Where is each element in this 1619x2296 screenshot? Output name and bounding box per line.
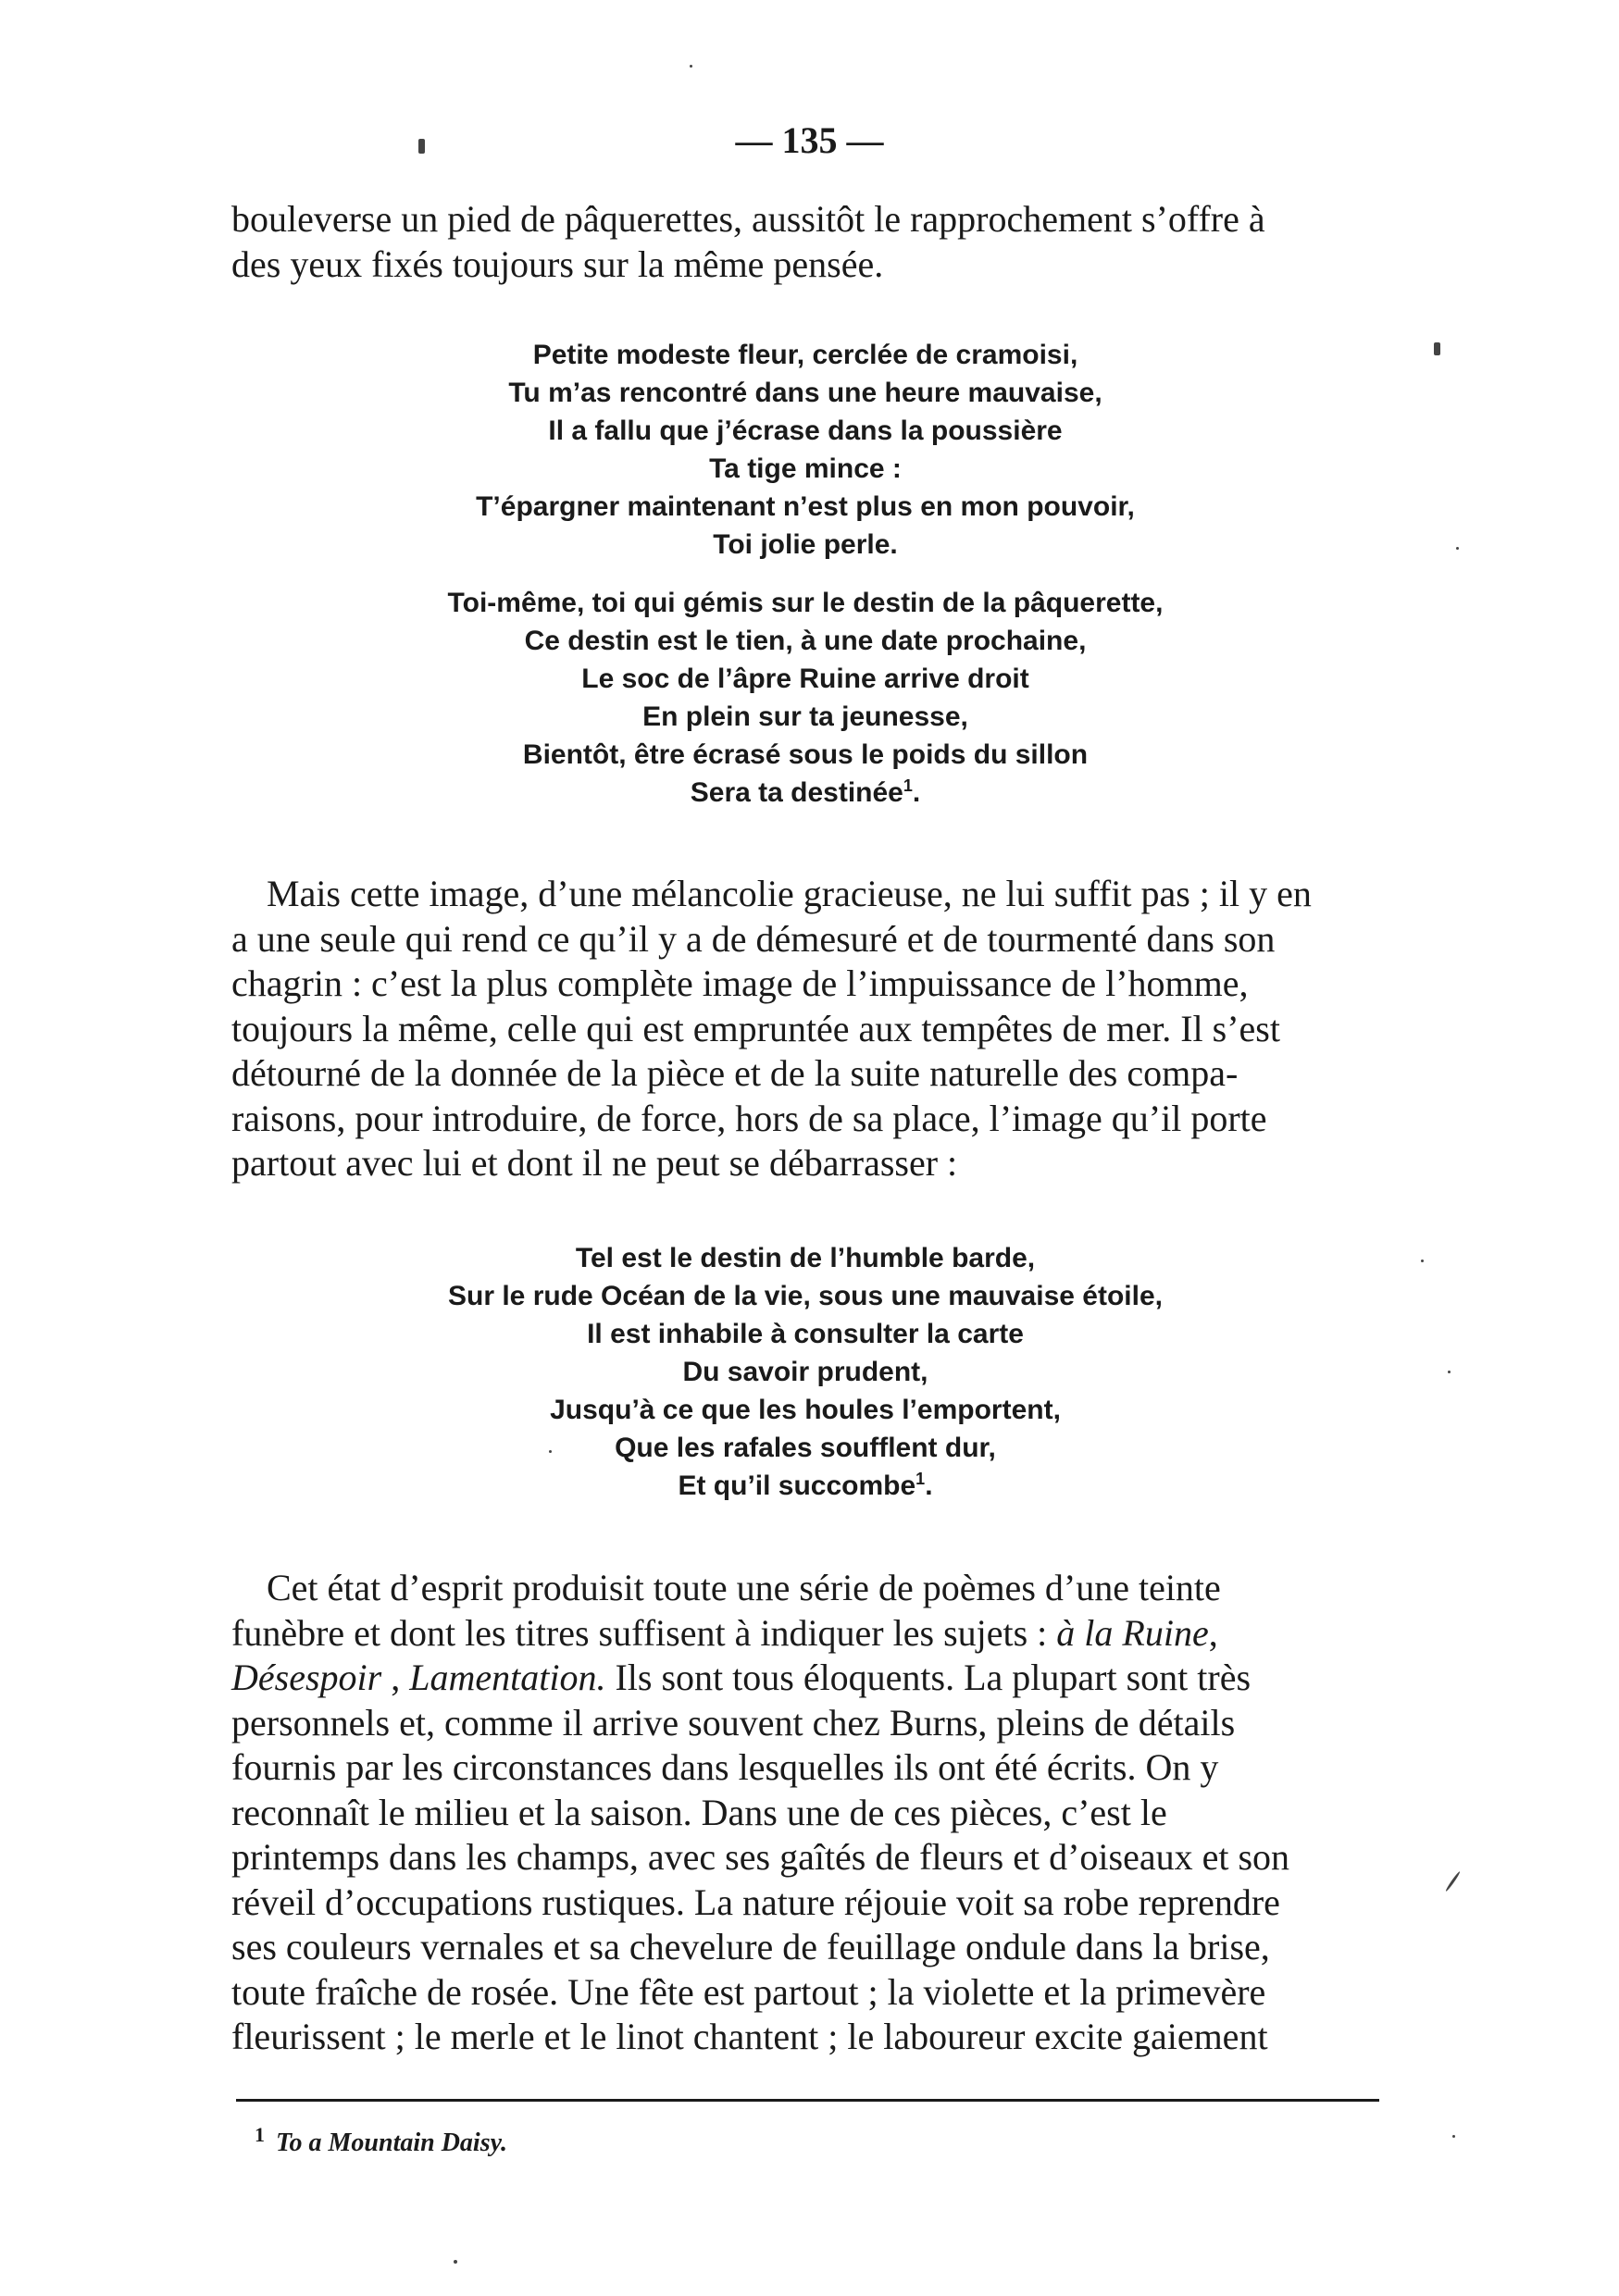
verse-line: Que les rafales soufflent dur,: [615, 1433, 996, 1463]
verse-line: T’épargner maintenant n’est plus en mon pouvoir,: [476, 491, 1135, 522]
scan-speck: [418, 139, 425, 154]
scan-speck: [1445, 1870, 1461, 1892]
poem-quotation-2: [231, 1239, 1379, 1505]
verse-line: Le soc de l’âpre Ruine arrive droit: [581, 664, 1029, 694]
text-fragment: funèbre et dont les titres suffisent à indiquer les sujets :: [231, 1611, 1057, 1654]
scan-speck: [1448, 1371, 1451, 1373]
punctuation: ,: [1208, 1611, 1218, 1654]
text-line: détourné de la donnée de la pièce et de la suite naturelle des compa-: [231, 1052, 1239, 1094]
verse-line: Petite modeste fleur, cerclée de cramoisi,: [532, 340, 1078, 370]
scan-speck: [1434, 342, 1440, 355]
text-line: fournis par les circonstances dans lesquelles ils ont été écrits. On y: [231, 1746, 1219, 1788]
punctuation: ,: [381, 1657, 410, 1698]
scan-speck: [1452, 2135, 1455, 2138]
poem-title: Lamentation.: [409, 1657, 606, 1698]
verse-line: Du savoir prudent,: [682, 1357, 928, 1387]
text-line: printemps dans les champs, avec ses gaîtés de fleurs et d’oiseaux et son: [231, 1836, 1290, 1878]
poem-title: à la Ruine: [1056, 1611, 1209, 1654]
scan-speck: [454, 2260, 457, 2264]
page-number: — 135 —: [735, 119, 884, 161]
verse-line-with-note: Et qu’il succombe$^1$.: [678, 1470, 933, 1501]
text-line: ses couleurs vernales et sa chevelure de feuillage ondule dans la brise,: [231, 1926, 1270, 1967]
stanza: [231, 336, 1379, 564]
footnote-reference: 1: [915, 1470, 926, 1488]
paragraph-2: [231, 872, 1379, 1186]
text-line: partout avec lui et dont il ne peut se débarrasser :: [231, 1142, 958, 1184]
verse-line: Jusqu’à ce que les houles l’emportent,: [550, 1395, 1061, 1425]
verse-line: Ta tige mince :: [709, 453, 902, 484]
footnote-divider: [236, 2099, 1379, 2102]
stanza: [231, 1239, 1379, 1505]
poem-title: Désespoir: [231, 1657, 382, 1698]
scan-speck: [1456, 547, 1459, 550]
text-line: raisons, pour introduire, de force, hors de sa place, l’image qu’il porte: [231, 1097, 1267, 1139]
verse-line: Tu m’as rencontré dans une heure mauvaise,: [508, 378, 1102, 408]
verse-line: Il a fallu que j’écrase dans la poussière: [548, 416, 1063, 446]
text-line: des yeux fixés toujours sur la même pensée.: [231, 242, 884, 285]
paragraph-3: [231, 1566, 1379, 2060]
text-line: [231, 1611, 1379, 1657]
verse-line: Ce destin est le tien, à une date prochaine,: [524, 626, 1087, 656]
verse-line: Tel est le destin de l’humble barde,: [575, 1243, 1036, 1273]
poem-quotation-1: [231, 336, 1379, 812]
stanza: [231, 584, 1379, 812]
footnote-text: To a Mountain Daisy.: [276, 2128, 507, 2157]
text-line: chagrin : c’est la plus complète image de l’impuissance de l’homme,: [231, 962, 1249, 1004]
text-line: [231, 1656, 1379, 1701]
text-line: a une seule qui rend ce qu’il y a de démesuré et de tourmenté dans son: [231, 917, 1276, 960]
text-line: bouleverse un pied de pâquerettes, aussitôt le rapprochement s’offre à: [231, 198, 1265, 240]
text-line: reconnaît le milieu et la saison. Dans une de ces pièces, c’est le: [231, 1791, 1167, 1833]
scan-speck: [690, 65, 692, 68]
paragraph-continuation: [231, 197, 1379, 287]
verse-text: Et qu’il succombe: [678, 1471, 916, 1501]
verse-line: En plein sur ta jeunesse,: [642, 701, 968, 732]
text-line: toujours la même, celle qui est empruntée aux tempêtes de mer. Il s’est: [231, 1007, 1280, 1049]
verse-line: Sur le rude Océan de la vie, sous une mauvaise étoile,: [448, 1281, 1163, 1311]
scan-speck: [1421, 1260, 1424, 1262]
text-line: réveil d’occupations rustiques. La nature réjouie voit sa robe reprendre: [231, 1880, 1280, 1923]
verse-line: Il est inhabile à consulter la carte: [587, 1319, 1024, 1349]
text-line: personnels et, comme il arrive souvent chez Burns, pleins de détails: [231, 1701, 1236, 1744]
verse-line: Toi-même, toi qui gémis sur le destin de la pâquerette,: [447, 588, 1164, 618]
text-line: Cet état d’esprit produisit toute une série de poèmes d’une teinte: [267, 1567, 1221, 1608]
verse-line: Bientôt, être écrasé sous le poids du sillon: [522, 739, 1089, 770]
scan-speck: [549, 1450, 552, 1453]
text-line: fleurissent ; le merle et le linot chantent ; le laboureur excite gaiement: [231, 2016, 1268, 2057]
verse-line: Toi jolie perle.: [713, 529, 898, 560]
footnote: [255, 2122, 507, 2158]
text-line: Mais cette image, d’une mélancolie gracieuse, ne lui suffit pas ; il y en: [267, 873, 1312, 914]
footnote-reference: 1: [903, 776, 913, 795]
text-line: toute fraîche de rosée. Une fête est partout ; la violette et la primevère: [231, 1970, 1266, 2013]
verse-text: Sera ta destinée: [690, 777, 903, 808]
footnote-number: 1: [255, 2122, 265, 2146]
verse-line-with-note: Sera ta destinée$^1$.: [690, 776, 921, 808]
text-fragment: Ils sont tous éloquents. La plupart sont très: [605, 1657, 1252, 1698]
